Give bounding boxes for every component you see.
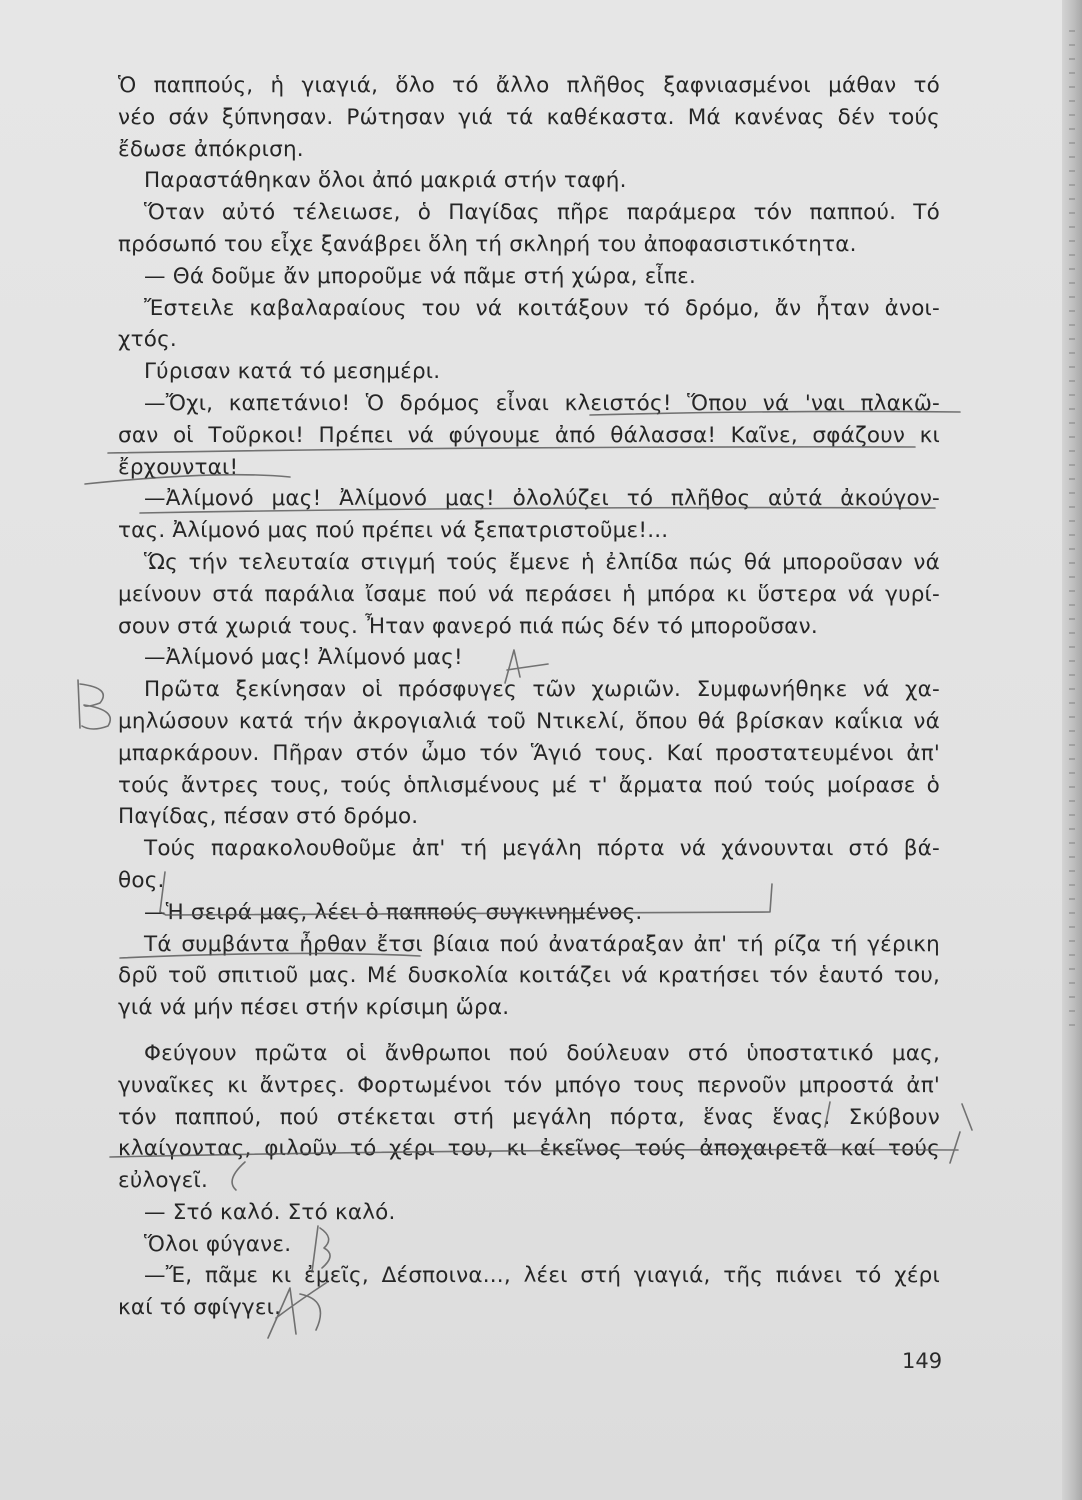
pencil-letter-b [78, 680, 110, 729]
text-line: —Ἡ σειρά μας, λέει ὁ παππούς συγκινημένος. [144, 899, 643, 925]
text-line: Ὥς τήν τελευταία στιγμή τούς ἔμενε ἡ ἐλπίδα πώς θά μποροῦσαν νά [144, 549, 940, 575]
text-line: —Ἀλίμονό μας! Ἀλίμονό μας! ὀλολύζει τό πλῆθος αὐτά ἀκούγον- [144, 486, 940, 512]
underline-mark [120, 953, 420, 958]
underline-mark [140, 508, 935, 513]
text-line: ἔρχουνται! [118, 454, 239, 480]
text-line: —Ἔ, πᾶμε κι ἐμεῖς, Δέσποινα..., λέει στή γιαγιά, τῆς πιάνει τό χέρι [144, 1263, 940, 1289]
underline-mark [590, 411, 960, 415]
text-line: νέο σάν ξύπνησαν. Ρώτησαν γιά τά καθέκαστα. Μά κανένας δέν τούς [118, 104, 940, 130]
text-line: τας. Ἀλίμονό μας πού πρέπει νά ξεπατριστοῦμε!... [118, 518, 669, 544]
underline-mark [110, 1150, 958, 1157]
text-line: Παγίδας, πέσαν στό δρόμο. [118, 804, 419, 830]
text-line: Παραστάθηκαν ὅλοι ἀπό μακριά στήν ταφή. [144, 168, 627, 194]
text-line: σαν οἱ Τοῦρκοι! Πρέπει νά φύγουμε ἀπό θάλασσα! Καῖνε, σφάζουν κι [118, 422, 940, 448]
text-line: τούς ἄντρες τους, τούς ὁπλισμένους μέ τ' ἄρματα πού τούς μοίρασε ὁ [118, 772, 940, 798]
text-line: μείνουν στά παράλια ἴσαμε πού νά περάσει ἡ μπόρα κι ὕστερα νά γυρί- [118, 581, 940, 607]
text-line: μηλώσουν κατά τήν ἀκρογιαλιά τοῦ Ντικελί, ὅπου θά βρίσκαν καΐκια νά [118, 708, 940, 734]
text-line: δρῦ τοῦ σπιτιοῦ μας. Μέ δυσκολία κοιτάζει νά κρατήσει τόν ἑαυτό του, [118, 963, 940, 989]
text-line: — Στό καλό. Στό καλό. [144, 1199, 396, 1225]
text-line: —Ὄχι, καπετάνιο! Ὁ δρόμος εἶναι κλειστός! Ὅπου νά 'ναι πλακῶ- [144, 390, 940, 416]
underline-mark [108, 447, 915, 453]
text-line: ἔδωσε ἀπόκριση. [118, 136, 304, 162]
text-line: Τούς παρακολουθοῦμε ἀπ' τή μεγάλη πόρτα νά χάνουνται στό βά- [144, 836, 940, 862]
text-line: γιά νά μήν πέσει στήν κρίσιμη ὥρα. [118, 995, 510, 1021]
text-line: θος. [118, 867, 165, 893]
text-line: κλαίγοντας, φιλοῦν τό χέρι του, κι ἐκεῖνος τούς ἀποχαιρετᾶ καί τούς [118, 1136, 940, 1162]
text-line: Γύρισαν κατά τό μεσημέρι. [144, 359, 441, 385]
bracket-mark [160, 872, 772, 915]
text-line: γυναῖκες κι ἄντρες. Φορτωμένοι τόν μπόγο τους περνοῦν μπροστά ἀπ' [118, 1072, 940, 1098]
text-line: Ὅταν αὐτό τέλειωσε, ὁ Παγίδας πῆρε παράμερα τόν παππού. Τό [144, 200, 940, 226]
text-line: τόν παππού, πού στέκεται στή μεγάλη πόρτα, ἕνας ἕνας. Σκύβουν [118, 1104, 940, 1130]
bracket-mark [232, 1162, 245, 1190]
text-line: — Θά δοῦμε ἄν μποροῦμε νά πᾶμε στή χώρα, εἶπε. [144, 263, 697, 289]
text-line: Τά συμβάντα ἦρθαν ἔτσι βίαια πού ἀνατάραξαν ἀπ' τή ρίζα τή γέρικη [144, 931, 940, 957]
underline-mark [85, 475, 290, 484]
text-line: —Ἀλίμονό μας! Ἀλίμονό μας! [144, 645, 463, 671]
pencil-letter-b [312, 1226, 330, 1272]
text-line: Ὁ παππούς, ἡ γιαγιά, ὅλο τό ἄλλο πλῆθος ξαφνιασμένοι μάθαν τό [118, 73, 940, 98]
text-line: Πρῶτα ξεκίνησαν οἱ πρόσφυγες τῶν χωριῶν. Συμφωνήθηκε νά χα- [144, 677, 940, 703]
text-line: Φεύγουν πρῶτα οἱ ἄνθρωποι πού δούλευαν στό ὑποστατικό μας, [144, 1040, 940, 1066]
bracket-mark [825, 1102, 972, 1163]
text-line: πρόσωπό του εἶχε ξανάβρει ὅλη τή σκληρή του ἀποφασιστικότητα. [118, 231, 857, 257]
pencil-letter-a [505, 650, 548, 683]
text-line: Ὅλοι φύγανε. [144, 1231, 292, 1257]
pencil-letter-a [268, 1283, 326, 1338]
text-line: χτός. [118, 327, 177, 353]
text-line: Ἔστειλε καβαλαραίους του νά κοιτάξουν τό δρόμο, ἄν ἦταν ἀνοι- [144, 295, 940, 321]
text-line: μπαρκάρουν. Πῆραν στόν ὦμο τόν Ἅγιό τους. Καί προστατευμένοι ἀπ' [118, 740, 940, 766]
text-line: εὐλογεῖ. [118, 1168, 208, 1194]
text-line: σουν στά χωριά τους. Ἦταν φανερό πιά πώς δέν τό μποροῦσαν. [118, 613, 818, 639]
text-line: καί τό σφίγγει. [118, 1295, 282, 1321]
page-number: 149 [902, 1349, 943, 1373]
